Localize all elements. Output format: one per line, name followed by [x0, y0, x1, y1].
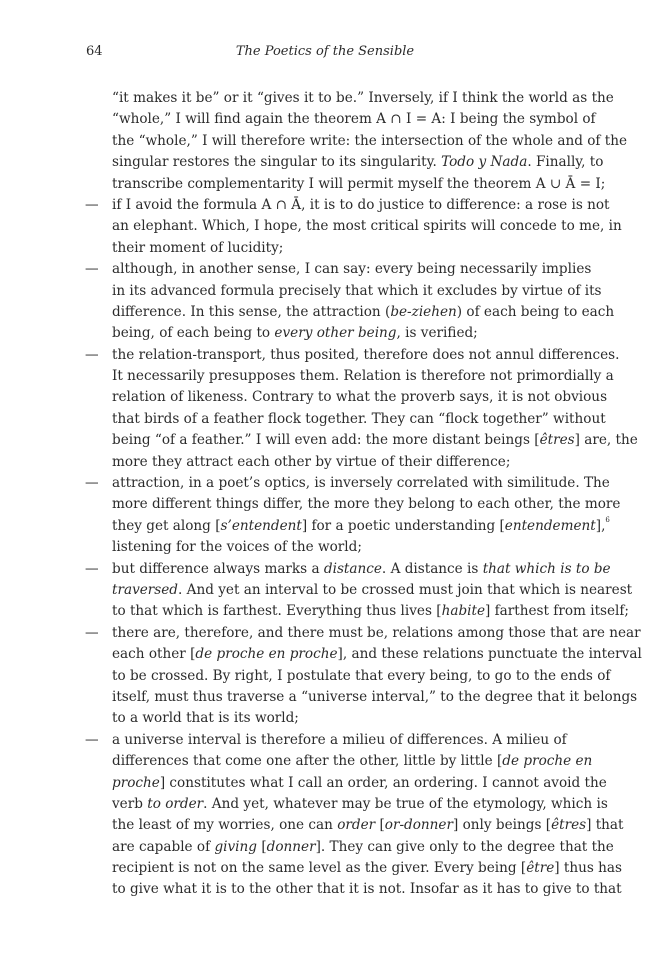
text-run: singular restores the singular to its singularity.: [112, 154, 442, 171]
text-line: [112, 152, 604, 173]
text-run: “it makes it be” or it “gives it to be.” Inversely, if I think the world as the: [112, 90, 614, 106]
text-run: an elephant. Which, I hope, the most critical spirits will concede to me, in: [112, 218, 622, 235]
text-line: [112, 131, 628, 152]
text-run: more they attract each other by virtue of their difference;: [112, 453, 511, 470]
text-run: being “of a feather.” I will even add: the more distant beings [: [112, 432, 540, 449]
text-run: more different things differ, the more they belong to each other, the more: [112, 496, 621, 513]
text-run: . Finally, to: [527, 154, 604, 171]
text-run: attraction, in a poet’s optics, is inversely correlated with similitude. The: [112, 475, 610, 492]
text-run: in its advanced formula precisely that which it excludes by virtue of its: [112, 282, 602, 299]
list-dash: —: [85, 196, 99, 213]
text-run: they get along [: [112, 517, 221, 534]
text-run: to that which is farthest. Everything thus lives [: [112, 603, 442, 620]
list-dash: —: [85, 261, 99, 278]
text-line: [85, 559, 611, 580]
italic-text: Todo y Nada: [441, 154, 528, 171]
text-line: [112, 409, 606, 430]
running-header: [0, 44, 650, 64]
text-run: [: [375, 817, 385, 834]
text-run: itself, must thus traverse a “universe interval,” to the degree that it belongs: [112, 688, 638, 705]
text-line: [112, 323, 562, 344]
text-line: [112, 708, 562, 729]
body-text: [85, 88, 642, 901]
text-run: recipient is not on the same level as the giver. Every being [: [112, 860, 527, 877]
text-run: to be crossed. By right, I postulate that every being, to go to the ends of: [112, 667, 611, 684]
text-run: differences that come one after the other, little by little [: [112, 753, 503, 770]
text-run: , is verified;: [396, 325, 478, 342]
italic-text: giving: [214, 838, 257, 855]
text-run: to give what it is to the other that it is not. Insofar as it has to give to that: [112, 881, 622, 898]
running-title: The Poetics of the Sensible: [235, 44, 415, 59]
text-line: [85, 623, 641, 644]
text-run: ] only beings [: [452, 817, 552, 834]
italic-text: habite: [441, 603, 486, 620]
italic-text: be-ziehen: [390, 303, 457, 320]
italic-text: êtres: [551, 817, 587, 834]
text-line: [85, 259, 592, 280]
text-run: ]. They can give only to the degree that the: [315, 838, 614, 855]
text-line: [112, 601, 630, 622]
text-run: although, in another sense, I can say: every being necessarily implies: [112, 261, 592, 278]
text-run: ] for a poetic understanding [: [301, 517, 505, 534]
text-line: [85, 195, 610, 216]
text-line: [112, 109, 596, 130]
text-run: difference. In this sense, the attraction (: [112, 303, 391, 320]
text-run: that birds of a feather flock together. They can “flock together” without: [112, 410, 606, 427]
text-run: the relation-transport, thus posited, therefore does not annul differences.: [112, 346, 620, 363]
text-line: [112, 687, 638, 708]
list-dash: —: [85, 624, 99, 641]
text-run: ] thus has: [554, 860, 622, 877]
text-line: [112, 281, 602, 302]
italic-text: donner: [266, 838, 316, 855]
italic-text: order: [337, 817, 376, 834]
footnote-marker: 6: [605, 515, 610, 524]
text-run: ],: [595, 517, 606, 534]
italic-text: every other being: [274, 325, 397, 342]
text-line: [112, 537, 562, 558]
list-dash: —: [85, 731, 99, 748]
text-run: their moment of lucidity;: [112, 239, 284, 256]
text-run: . And yet, whatever may be true of the etymology, which is: [203, 795, 608, 812]
text-run: the “whole,” I will therefore write: the intersection of the whole and of the: [112, 132, 628, 149]
italic-text: s’entendent: [220, 517, 302, 534]
text-line: [112, 366, 614, 387]
text-run: if I avoid the formula A ∩ Ā, it is to do justice to difference: a rose is not: [112, 196, 610, 213]
text-run: the least of my worries, one can: [112, 817, 338, 834]
list-dash: —: [85, 346, 99, 363]
text-line: [112, 174, 606, 195]
text-line: [112, 773, 607, 794]
text-run: It necessarily presupposes them. Relation is therefore not primordially a: [112, 368, 614, 385]
italic-text: traversed: [112, 581, 179, 598]
text-run: ] farthest from itself;: [485, 603, 630, 620]
text-run: ] that: [586, 817, 624, 834]
text-line: [112, 815, 624, 836]
text-run: relation of likeness. Contrary to what the proverb says, it is not obvious: [112, 389, 608, 406]
text-line: [112, 858, 622, 879]
text-run: ) of each being to each: [456, 303, 615, 320]
italic-text: to order: [147, 795, 204, 812]
text-line: [112, 238, 562, 259]
text-line: [112, 302, 615, 323]
text-line: [112, 494, 621, 515]
text-run: ] are, the: [574, 432, 638, 449]
text-run: listening for the voices of the world;: [112, 539, 362, 556]
list-dash: —: [85, 560, 99, 577]
italic-text: or-donner: [384, 817, 453, 834]
text-line: [112, 387, 608, 408]
italic-text: de proche en: [502, 753, 593, 770]
text-run: to a world that is its world;: [112, 710, 299, 727]
text-line: [112, 837, 614, 858]
text-line: [112, 452, 562, 473]
text-line: [112, 794, 608, 815]
text-line: [112, 88, 614, 109]
italic-text: that which is to be: [482, 560, 611, 577]
text-run: ] constitutes what I call an order, an ordering. I cannot avoid the: [159, 774, 607, 791]
text-line: [112, 216, 622, 237]
text-line: [112, 879, 622, 900]
text-run: ], and these relations punctuate the interval: [337, 646, 642, 663]
text-line: [112, 644, 642, 665]
page-number: 64: [86, 44, 103, 59]
text-run: being, of each being to: [112, 325, 275, 342]
text-run: verb: [112, 795, 148, 812]
italic-text: de proche en proche: [195, 646, 338, 663]
text-line: [112, 580, 633, 601]
italic-text: proche: [112, 774, 160, 791]
text-run: are capable of: [112, 838, 215, 855]
text-line: [112, 666, 611, 687]
text-run: a universe interval is therefore a milieu of differences. A milieu of: [112, 731, 567, 748]
text-run: [: [257, 838, 267, 855]
italic-text: distance: [323, 560, 382, 577]
text-line: [112, 430, 638, 451]
text-line: [112, 515, 610, 537]
text-line: [85, 730, 567, 751]
text-line: [85, 473, 610, 494]
text-run: “whole,” I will find again the theorem A ∩ I = A: I being the symbol of: [112, 111, 596, 128]
italic-text: être: [526, 860, 555, 877]
text-run: . And yet an interval to be crossed must join that which is nearest: [178, 581, 633, 598]
text-run: transcribe complementarity I will permit myself the theorem A ∪ Ā = I;: [112, 175, 606, 192]
list-dash: —: [85, 475, 99, 492]
text-run: each other [: [112, 646, 196, 663]
text-run: . A distance is: [381, 560, 483, 577]
text-run: but difference always marks a: [112, 560, 324, 577]
text-run: there are, therefore, and there must be, relations among those that are near: [112, 624, 641, 641]
text-line: [112, 751, 593, 772]
text-line: [85, 345, 620, 366]
italic-text: entendement: [504, 517, 596, 534]
italic-text: êtres: [539, 432, 575, 449]
